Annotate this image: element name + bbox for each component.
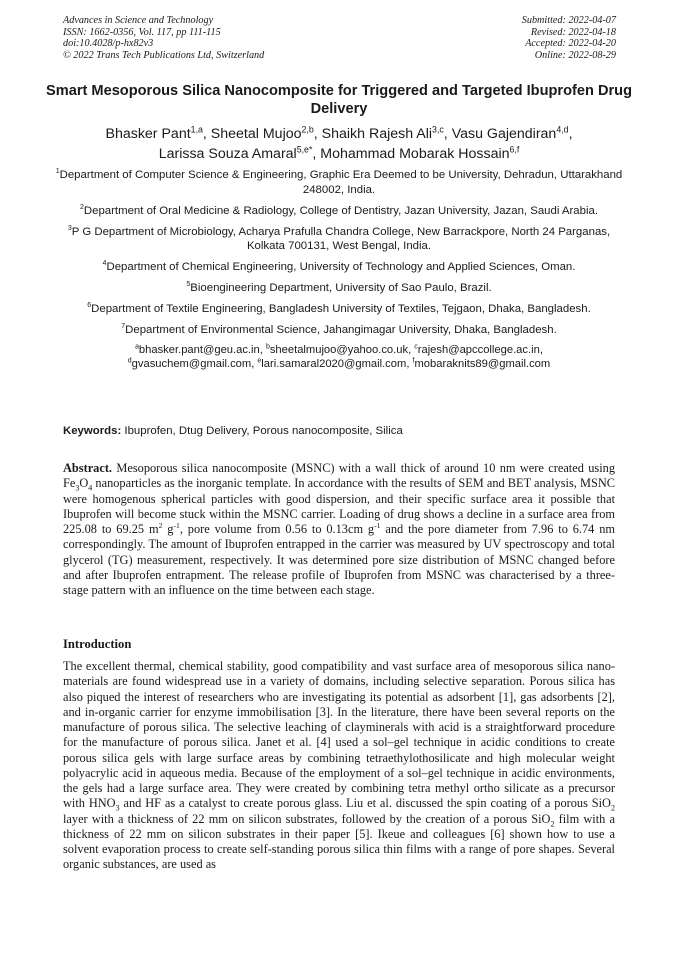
email-mark: c [414,343,418,351]
author [105,126,202,142]
affiliations [55,168,623,372]
email-mark: e [257,357,262,365]
submitted-date: Submitted: 2022-04-07 [521,15,616,26]
author [320,143,520,162]
affiliation-number: 2 [79,203,84,211]
author-name: Larissa Souza Amaral [158,145,297,162]
author [322,126,444,142]
keywords-text: Ibuprofen, Dtug Delivery, Porous nanocomposite, Silica [124,425,403,437]
affiliation-number: 5 [186,281,191,289]
author-name: Shaikh Rajesh Ali [321,126,433,142]
author-list: Bhasker Pant$^{1,a}$, Sheetal Mujoo$^{2,b}$, Shaikh Rajesh Ali$^{3,c}$, Vasu Gajendiran$^{4,d}$, Larissa Souza Amaral$^{5,e*}$, Mohammad Mobarak Hossain$^{6,f}$ [105,124,573,162]
affiliation-number: 3 [67,224,72,232]
issn: ISSN: 1662-0356, Vol. 117, pp 111-115 [63,26,221,38]
author-name: Sheetal Mujoo [210,126,302,142]
affiliation-text: Department of Chemical Engineering, University of Technology and Applied Sciences, Oman. [106,261,576,274]
journal-header-left [63,15,264,61]
keywords [63,424,623,438]
author [211,126,314,142]
journal-header-right [522,15,616,61]
email-address[interactable]: mobaraknits89@gmail.com [414,357,551,370]
doi: doi:10.4028/p-hx82v3 [63,38,154,49]
affiliation-text: Department of Oral Medicine & Radiology, College of Dentistry, Jazan University, Jazan, Saudi Arabia. [83,204,598,217]
affiliation [55,260,623,275]
affiliation-number: 7 [121,323,126,331]
affiliation [55,204,623,219]
author-affiliation-mark: 6,f [509,143,520,154]
section-heading-introduction: Introduction [63,637,132,651]
author-name: Vasu Gajendiran [451,126,557,142]
author-affiliation-mark: 2,b [301,124,314,135]
email-address[interactable]: bhasker.pant@geu.ac.in [138,344,260,357]
introduction-paragraph: The excellent thermal, chemical stability, good compatibility and vast surface area of mesoporous silica nano-materials are found widespread use in a variety of domains, including selective separation. Porous silica has also piqued the interest of researchers who are investigating its potential as adsorbent [1], gas adsorbents [2], and in-organic carrier for enzyme immobilisation [3]. In the literature, there have been several reports on the manufacture of porous silica. The selective leaching of clayminerals with acid is a straightforward procedure for the manufacture of porous silica. Janet et al. [4] used a sol–gel technique in acidic conditions to create porous silica gels with large surface areas by combining tetraethylothosilicate and high molecular weight polyacrylic acid in aqueous media. Because of the employment of a sol–gel technique in acidic environments, the gels had a large surface area. They were created by combining tetra methyl ortho silicate as a precursor with $HNO_3$ and HF as a catalyst to create porous glass. Liu et al. discussed the spin coating of a porous SiO$_2$ layer with a thickness of 22 mm on silicon substrates, followed by the creation of a porous SiO$_2$ film with a thickness of 22 mm on silicon substrates in their paper [5]. Ikeue and colleagues [6] shown how to use a solvent evaporation process to create self-standing porous silica thin films with a range of pore shapes. Several organic substances, are used as [63,659,615,872]
abstract-label: Abstract. [63,461,113,475]
affiliation-number: 6 [87,302,92,310]
affiliation [55,225,623,254]
email-mark: d [127,357,132,365]
keywords-label: Keywords: [63,425,122,437]
affiliation [55,302,623,317]
email-address[interactable]: lari.samaral2020@gmail.com [261,357,407,370]
author-affiliation-mark: 5,e* [296,143,313,154]
affiliation-number: 4 [102,260,107,268]
paper-title: Smart Mesoporous Silica Nanocomposite for Triggered and Targeted Ibuprofen Drug Delivery [46,83,632,117]
journal-name: Advances in Science and Technology [63,15,214,26]
accepted-date: Accepted: 2022-04-20 [525,38,616,49]
affiliation [55,168,623,197]
affiliation [55,323,623,338]
affiliation-text: Department of Environmental Science, Jahangimagar University, Dhaka, Bangladesh. [125,324,557,337]
author [158,143,313,162]
email-address[interactable]: sheetalmujoo@yahoo.co.uk [269,344,409,357]
email-mark: a [135,343,139,351]
author-affiliation-mark: 1,a [190,124,203,135]
author-name: Bhasker Pant [105,126,191,142]
affiliation-text: Department of Textile Engineering, Bangladesh University of Textiles, Tejgaon, Dhaka, Bangladesh. [91,303,591,316]
online-date: Online: 2022-08-29 [534,49,616,61]
email-mark: f [412,357,415,365]
email-address[interactable]: gvasuchem@gmail.com [131,357,252,370]
copyright: © 2022 Trans Tech Publications Ltd, Switzerland [63,49,265,61]
email-address[interactable]: rajesh@apccollege.ac.in [417,344,540,357]
revised-date: Revised: 2022-04-18 [530,26,616,38]
affiliation [55,281,623,296]
email-mark: b [265,343,270,351]
author-name: Mohammad Mobarak Hossain [320,145,510,162]
abstract [63,461,615,598]
email-list: $^a$bhasker.pant@geu.ac.in, $^b$sheetalmujoo@yahoo.co.uk, $^c$rajesh@apccollege.ac.in, $^d$gvasuchem@gmail.com, $^e$lari.samaral2020@gmail.com, $^f$mobaraknits89@gmail.com [127,343,551,370]
author [452,126,569,142]
affiliation-number: 1 [55,168,60,176]
affiliation-text: Bioengineering Department, University of Sao Paulo, Brazil. [190,282,492,295]
affiliation-text: P G Department of Microbiology, Acharya Prafulla Chandra College, New Barrackpore, North 24 Parganas, Kolkata 700131, West Bengal, India. [71,225,611,253]
author-affiliation-mark: 4,d [556,124,569,135]
affiliation-text: Department of Computer Science & Engineering, Graphic Era Deemed to be University, Dehradun, Uttarakhand 248002, India. [59,169,623,196]
abstract-text: Mesoporous silica nanocomposite (MSNC) with a wall thick of around 10 nm were created using $Fe_3O_4$ nanoparticles as the inorganic template. In accordance with the results of SEM and BET analysis, MSNC were homogenous spherical particles with good dispersion, and their specific surface area it possible that Ibuprofen will become stuck within the MSNC carrier. Loading of drug shows a decline in a surface area from 225.08 to 69.25 $m^2$ $g^{-1}$, pore volume from 0.56 to 0.13cm $g^{-1}$ and the pore diameter from 7.96 to 6.74 nm correspondingly. The amount of Ibuprofen entrapped in the carrier was measured by UV spectroscopy and total glycerol (TG) measurement, respectively. It was determined pore size distribution of MSNC changed before and after Ibuprofen entrapment. The release profile of Ibuprofen from MSNC was characterised by a three-stage pattern with an influence on the time between each stage. [63,461,615,597]
author-affiliation-mark: 3,c [432,124,444,135]
introduction-text [63,659,615,873]
